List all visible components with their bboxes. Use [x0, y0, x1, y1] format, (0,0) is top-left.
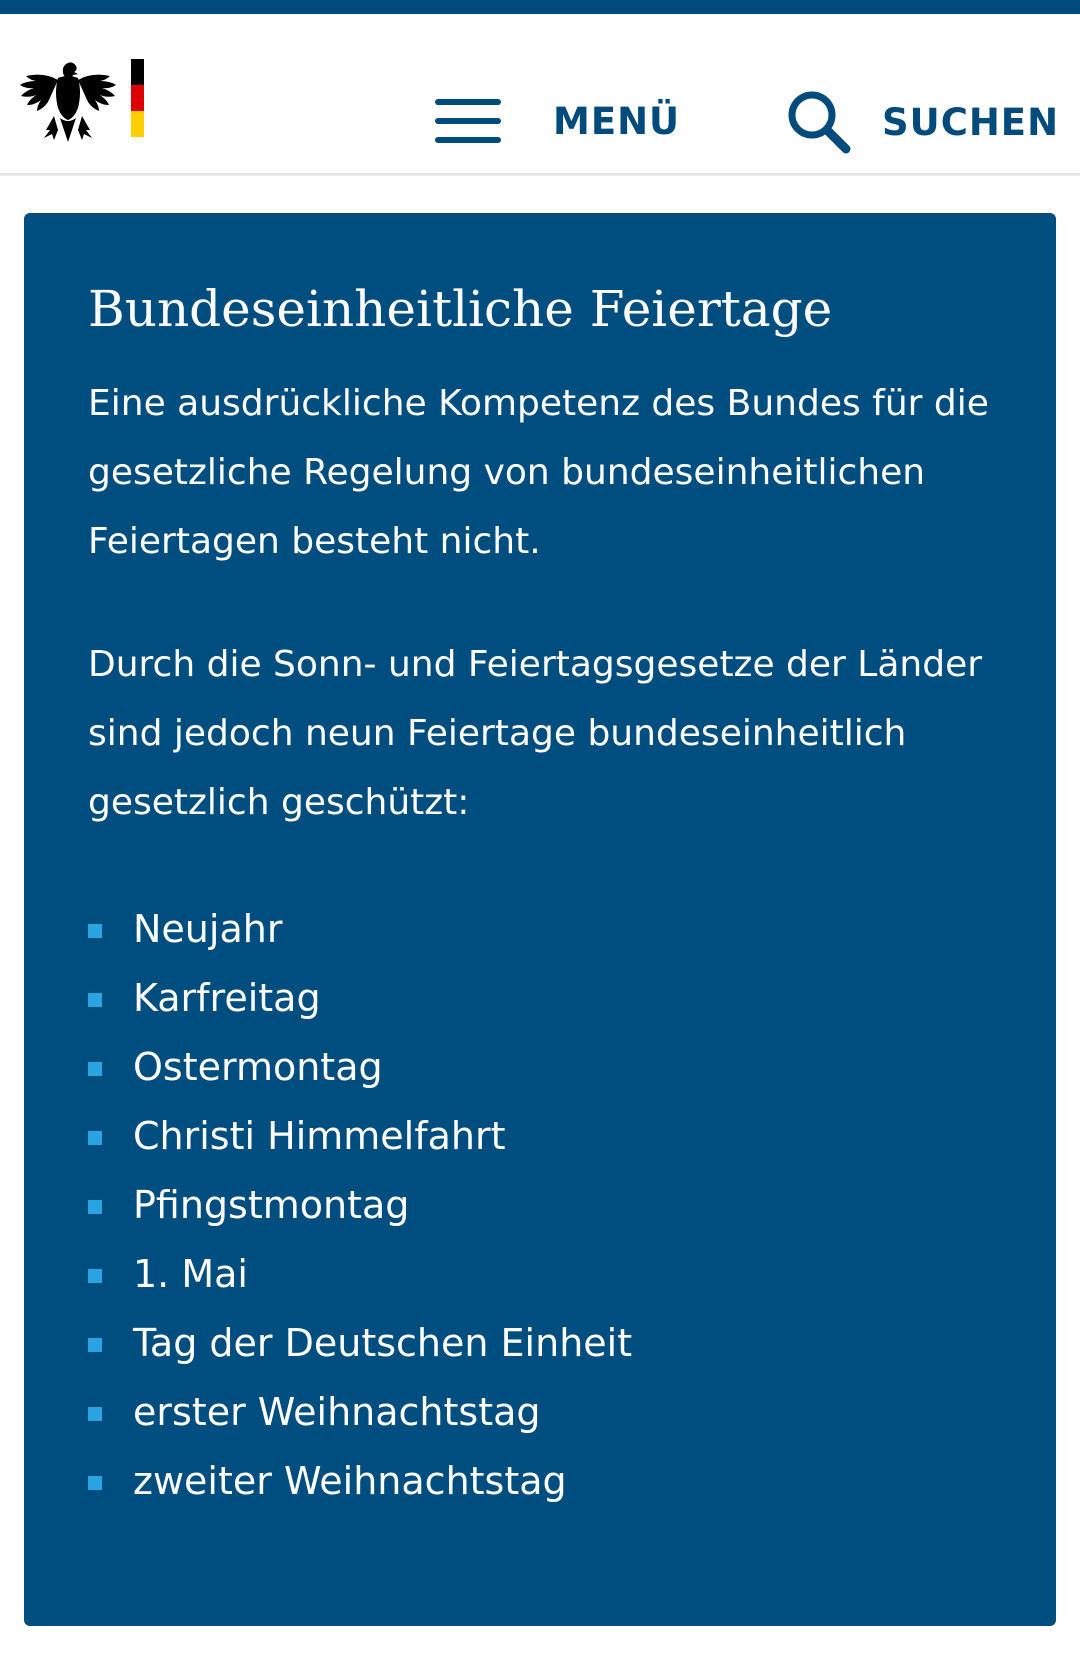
square-bullet-icon [88, 1200, 102, 1214]
holiday-label: Christi Himmelfahrt [133, 1114, 506, 1158]
holiday-list [88, 895, 994, 1516]
protected-holidays-paragraph: Durch die Sonn- und Feiertagsgesetze der Länder sind jedoch neun Feiertage bundeseinheitlich gesetzlich geschützt: [88, 644, 983, 823]
card-title: Bundeseinheitliche Feiertage [88, 280, 833, 338]
search-icon [786, 89, 852, 155]
square-bullet-icon [88, 1269, 102, 1283]
intro-paragraph: Eine ausdrückliche Kompetenz des Bundes für die gesetzliche Regelung von bundeseinheitlichen Feiertagen besteht nicht. [88, 383, 989, 562]
list-item [88, 1102, 994, 1171]
menu-button[interactable] [435, 86, 681, 156]
holiday-label: Tag der Deutschen Einheit [133, 1321, 633, 1365]
list-item [88, 1378, 994, 1447]
search-label: SUCHEN [882, 100, 1060, 144]
site-header [0, 14, 1080, 176]
hamburger-icon [435, 99, 501, 143]
list-item [88, 1171, 994, 1240]
holiday-label: Ostermontag [133, 1045, 383, 1089]
flag-gold-stripe [131, 111, 144, 137]
holiday-label: zweiter Weihnachtstag [133, 1459, 567, 1503]
list-item [88, 1309, 994, 1378]
holiday-label: erster Weihnachtstag [133, 1390, 541, 1434]
search-button[interactable] [786, 84, 1076, 160]
german-flag-stripe [131, 59, 144, 137]
square-bullet-icon [88, 924, 102, 938]
federal-eagle-icon[interactable] [18, 54, 148, 154]
square-bullet-icon [88, 1338, 102, 1352]
list-item [88, 1240, 994, 1309]
holiday-label: 1. Mai [133, 1252, 248, 1296]
top-accent-bar [0, 0, 1080, 14]
list-item [88, 1033, 994, 1102]
square-bullet-icon [88, 1476, 102, 1490]
square-bullet-icon [88, 1062, 102, 1076]
flag-black-stripe [131, 59, 144, 85]
list-item [88, 895, 994, 964]
list-item [88, 1447, 994, 1516]
holidays-card [24, 213, 1056, 1626]
holiday-label: Neujahr [133, 907, 283, 951]
flag-red-stripe [131, 85, 144, 111]
square-bullet-icon [88, 1407, 102, 1421]
holiday-label: Karfreitag [133, 976, 321, 1020]
square-bullet-icon [88, 993, 102, 1007]
square-bullet-icon [88, 1131, 102, 1145]
holiday-label: Pfingstmontag [133, 1183, 410, 1227]
menu-label: MENÜ [553, 99, 681, 143]
list-item [88, 964, 994, 1033]
